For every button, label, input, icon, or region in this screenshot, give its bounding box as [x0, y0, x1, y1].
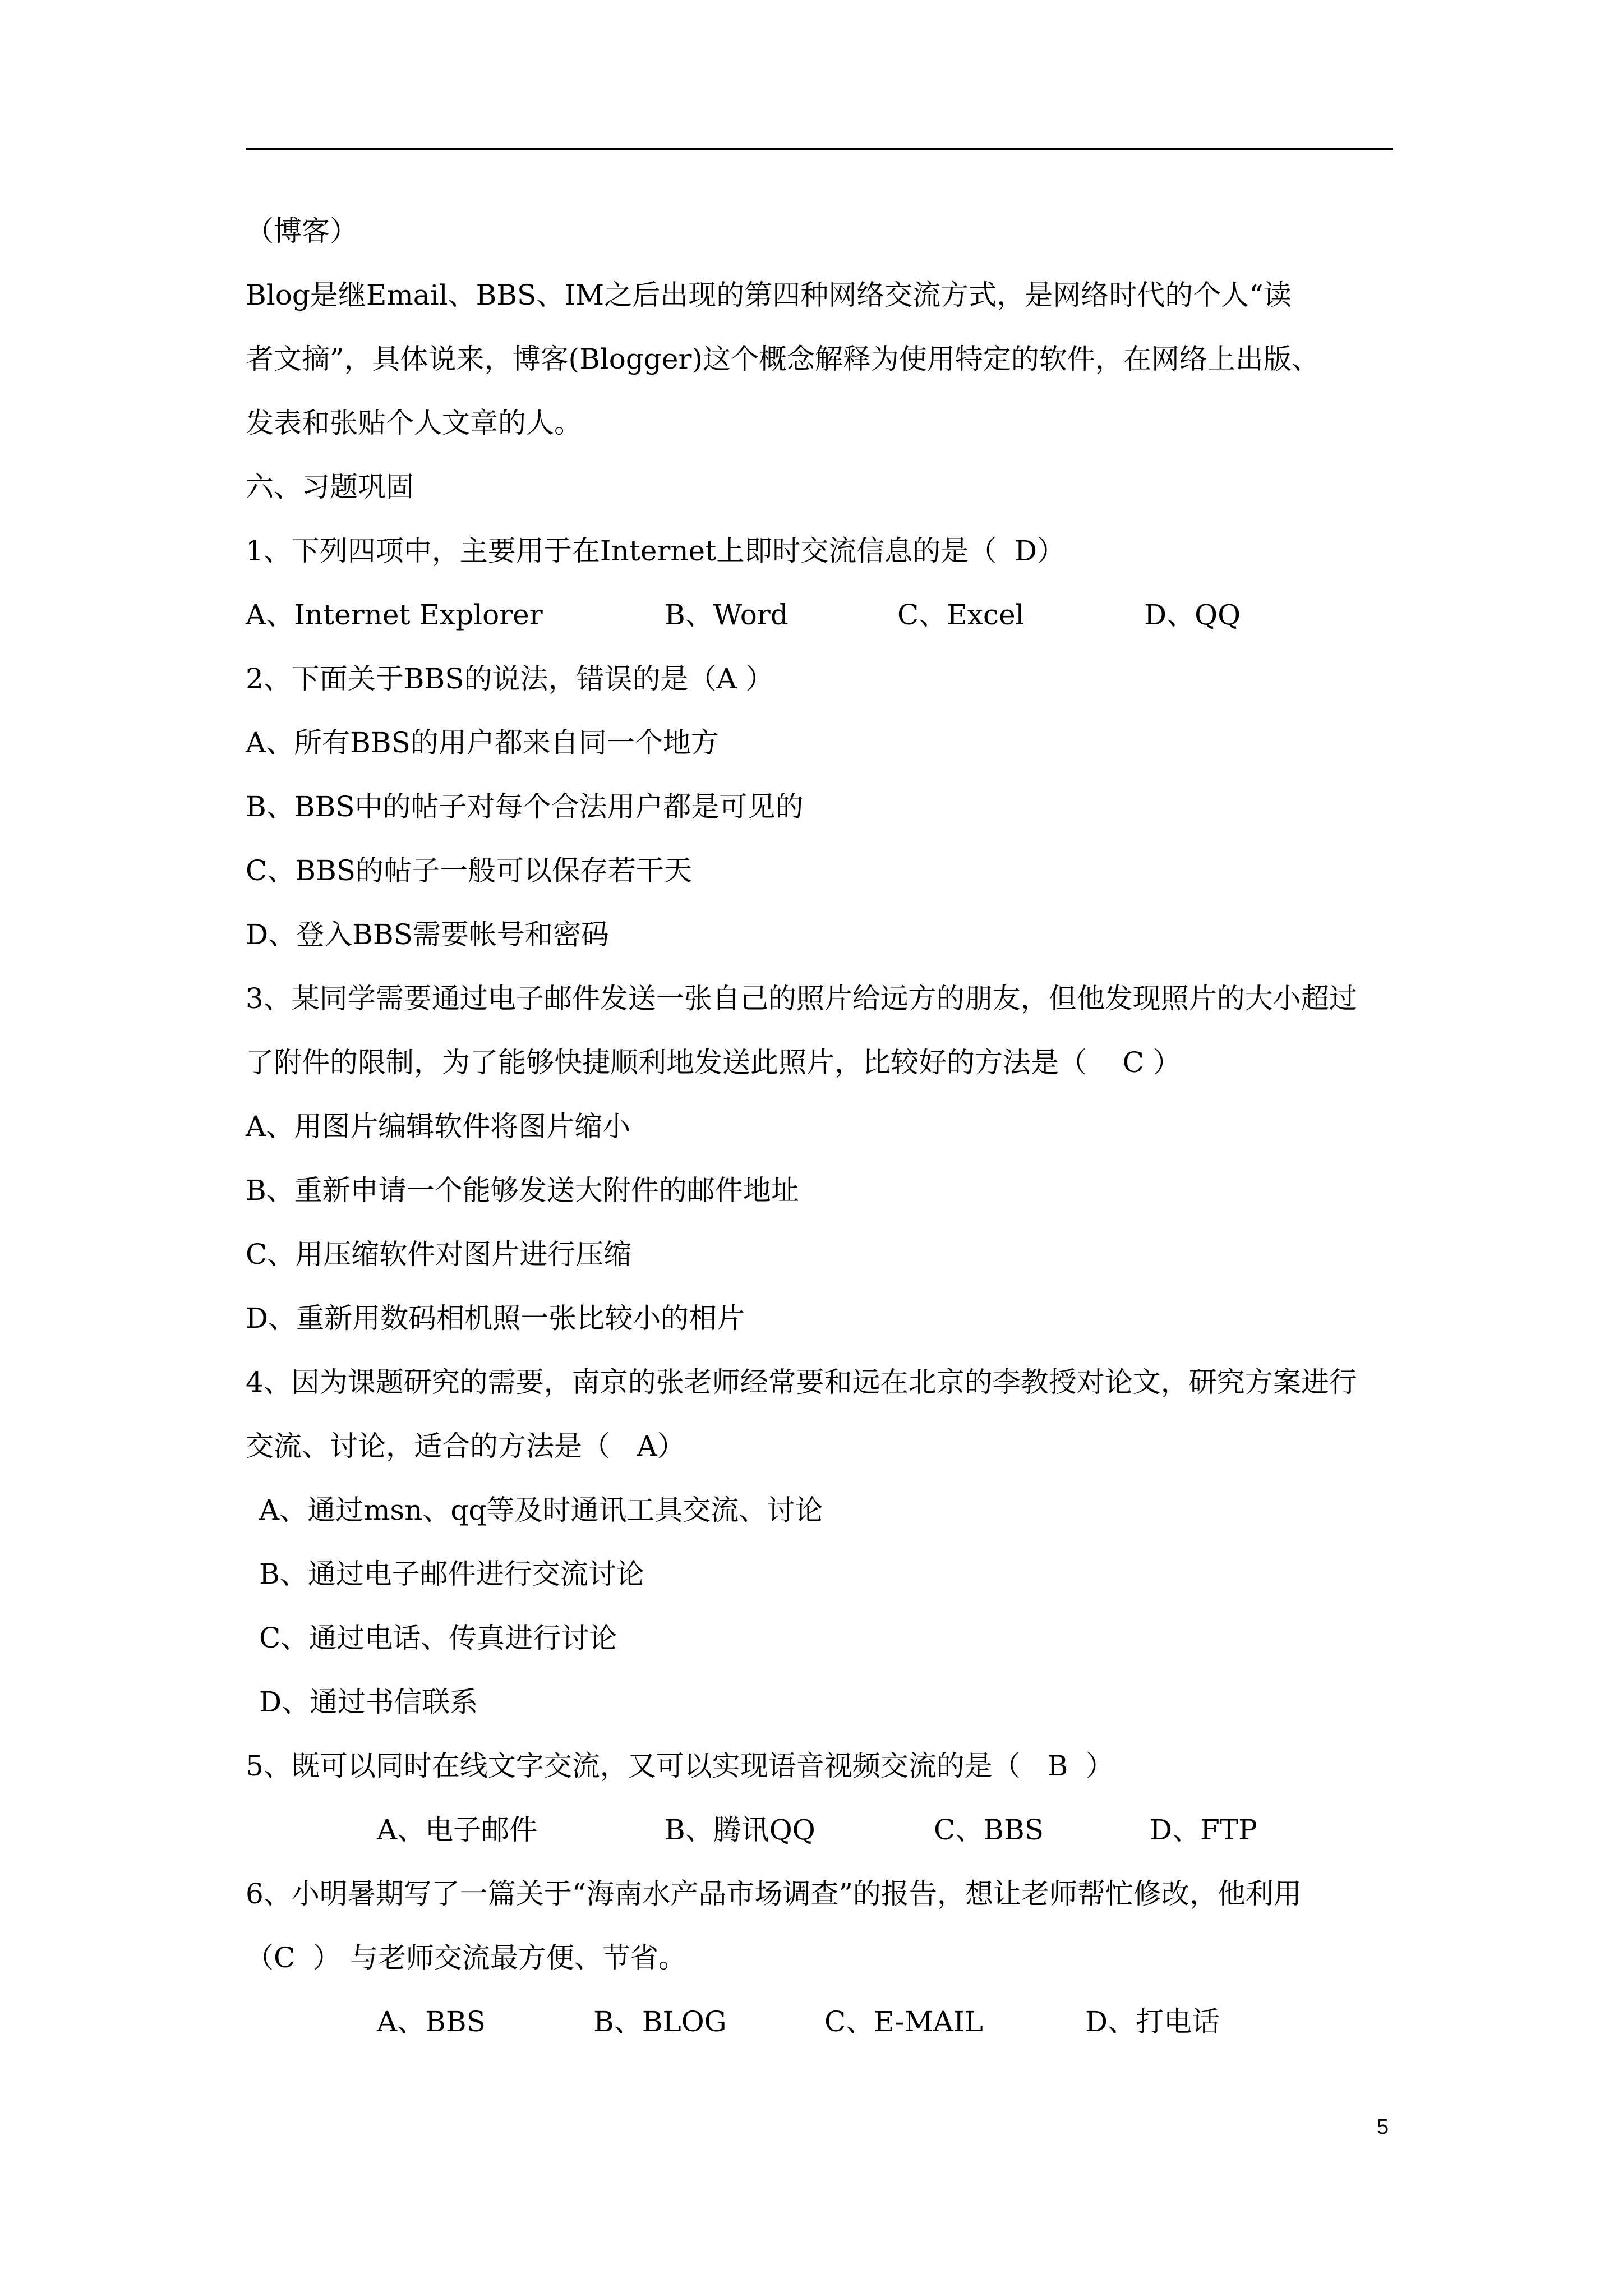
blog-paragraph-line-3: 发表和张贴个人文章的人。 [246, 407, 582, 439]
question-3-option-c: C、用压缩软件对图片进行压缩 [246, 1238, 632, 1271]
question-4-option-a: A、通过msn、qq等及时通讯工具交流、讨论 [259, 1494, 823, 1526]
question-5-option-c: C、BBS [934, 1814, 1044, 1846]
question-4-stem-line-1: 4、因为课题研究的需要，南京的张老师经常要和远在北京的李教授对论文，研究方案进行 [246, 1366, 1357, 1398]
question-2-option-d: D、登入BBS需要帐号和密码 [246, 918, 609, 951]
question-1-option-a: A、Internet Explorer [246, 599, 543, 631]
question-2-option-a: A、所有BBS的用户都来自同一个地方 [246, 726, 719, 759]
question-1-option-b: B、Word [665, 599, 789, 631]
blog-paragraph-line-1: Blog是继Email、BBS、IM之后出现的第四种网络交流方式，是网络时代的个人“读 [246, 279, 1292, 311]
question-2-option-b: B、BBS中的帖子对每个合法用户都是可见的 [246, 790, 804, 823]
question-1-option-c: C、Excel [897, 599, 1025, 631]
question-4-option-b: B、通过电子邮件进行交流讨论 [259, 1558, 644, 1590]
question-5-option-a: A、电子邮件 [377, 1814, 538, 1846]
exercise-heading: 六、习题巩固 [246, 471, 414, 503]
question-3-option-a: A、用图片编辑软件将图片缩小 [246, 1110, 631, 1143]
question-2-option-c: C、BBS的帖子一般可以保存若干天 [246, 854, 692, 887]
question-1-option-d: D、QQ [1144, 599, 1241, 631]
page-number: 5 [1377, 2115, 1389, 2139]
question-6-option-b: B、BLOG [593, 2005, 727, 2038]
blog-paragraph-line-2: 者文摘”，具体说来，博客(Blogger)这个概念解释为使用特定的软件，在网络上出版、 [246, 343, 1320, 375]
question-4-stem-line-2: 交流、讨论，适合的方法是（ A） [246, 1430, 685, 1462]
question-3-stem-line-2: 了附件的限制，为了能够快捷顺利地发送此照片，比较好的方法是（ C ） [246, 1046, 1181, 1079]
question-3-stem-line-1: 3、某同学需要通过电子邮件发送一张自己的照片给远方的朋友，但他发现照片的大小超过 [246, 982, 1357, 1015]
question-3-option-d: D、重新用数码相机照一张比较小的相片 [246, 1302, 745, 1335]
question-2-stem: 2、下面关于BBS的说法，错误的是（A ） [246, 662, 774, 695]
question-6-option-a: A、BBS [377, 2005, 486, 2038]
question-4-option-c: C、通过电话、传真进行讨论 [259, 1622, 617, 1654]
question-6-stem-line-2: （C ） 与老师交流最方便、节省。 [246, 1941, 686, 1974]
question-6-stem-line-1: 6、小明暑期写了一篇关于“海南水产品市场调查”的报告，想让老师帮忙修改，他利用 [246, 1878, 1302, 1910]
question-5-option-d: D、FTP [1150, 1814, 1257, 1846]
section-heading: （博客） [246, 215, 358, 247]
question-3-option-b: B、重新申请一个能够发送大附件的邮件地址 [246, 1174, 799, 1207]
question-4-option-d: D、通过书信联系 [259, 1686, 478, 1718]
question-5-stem: 5、既可以同时在线文字交流，又可以实现语音视频交流的是（ B ） [246, 1750, 1114, 1782]
question-1-stem: 1、下列四项中，主要用于在Internet上即时交流信息的是（ D） [246, 535, 1066, 567]
question-6-option-d: D、打电话 [1085, 2005, 1220, 2038]
question-6-option-c: C、E-MAIL [824, 2005, 983, 2038]
header-rule [246, 148, 1393, 150]
question-5-option-b: B、腾讯QQ [665, 1814, 815, 1846]
